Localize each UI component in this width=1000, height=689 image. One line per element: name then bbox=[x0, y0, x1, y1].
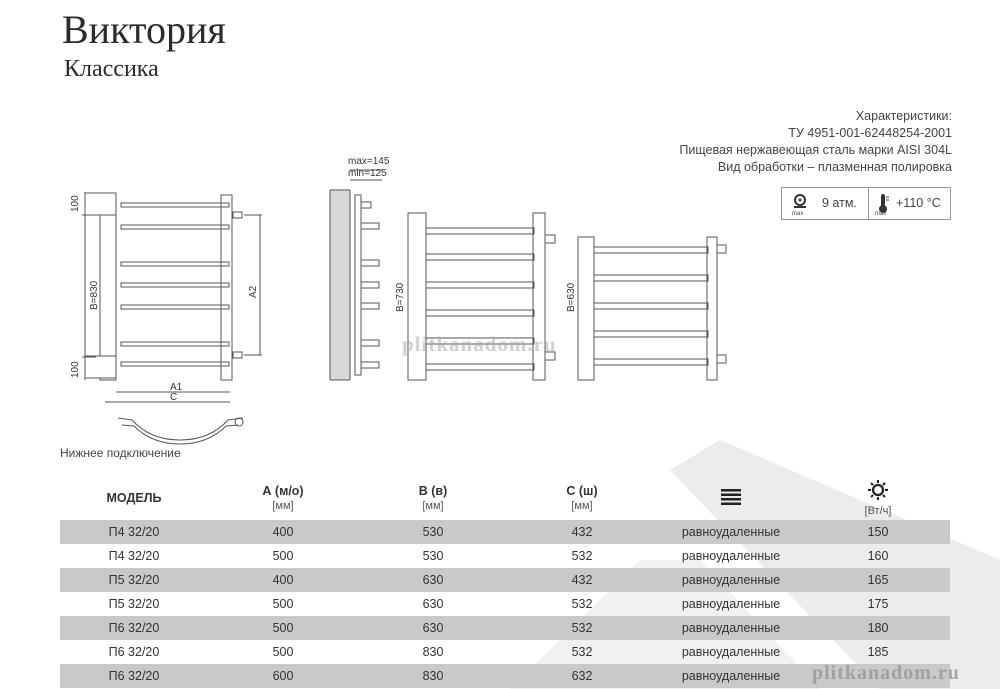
temperature-value: +110 °C bbox=[896, 196, 941, 210]
rungs-icon bbox=[720, 495, 742, 509]
cell-b: 630 bbox=[358, 616, 508, 640]
cell-model: П5 32/20 bbox=[108, 597, 160, 611]
header-type bbox=[656, 476, 806, 520]
cell-type: равноудаленные bbox=[656, 664, 806, 688]
table-row bbox=[60, 616, 950, 640]
page-title: Виктория bbox=[62, 7, 226, 52]
dim-a1-label: A1 bbox=[170, 382, 183, 393]
header-a bbox=[208, 476, 358, 520]
dim-c-label: C bbox=[170, 392, 178, 403]
table-row bbox=[60, 520, 950, 544]
temperature-max-label: max bbox=[875, 211, 887, 217]
dim-b630-label: B=630 bbox=[566, 282, 577, 312]
header-c-unit: [мм] bbox=[571, 500, 593, 512]
dim-bottom-label: 100 bbox=[70, 361, 81, 378]
cell-model: П6 32/20 bbox=[108, 645, 160, 659]
cell-a: 500 bbox=[272, 597, 294, 611]
header-b-label: В (в) bbox=[418, 484, 448, 498]
cell-power: 185 bbox=[867, 645, 889, 659]
dim-top-label: 100 bbox=[70, 195, 81, 212]
connection-note: Нижнее подключение bbox=[60, 446, 181, 460]
cell-type: равноудаленные bbox=[681, 597, 781, 611]
table-header-row bbox=[60, 476, 950, 520]
page-subtitle: Классика bbox=[64, 56, 159, 82]
cell-b: 830 bbox=[358, 664, 508, 688]
header-a-unit: [мм] bbox=[272, 500, 294, 512]
cell-model: П6 32/20 bbox=[60, 664, 208, 688]
header-model: МОДЕЛЬ bbox=[106, 491, 162, 505]
cell-b: 530 bbox=[358, 520, 508, 544]
side-view-drawing bbox=[330, 170, 382, 380]
cell-type: равноудаленные bbox=[656, 520, 806, 544]
cell-b: 830 bbox=[422, 645, 444, 659]
models-table bbox=[60, 476, 950, 688]
cell-a: 500 bbox=[272, 645, 294, 659]
table-row bbox=[60, 544, 950, 568]
cell-model: П4 32/20 bbox=[108, 549, 160, 563]
cell-c: 432 bbox=[508, 568, 656, 592]
cell-b: 630 bbox=[422, 597, 444, 611]
cell-power: 175 bbox=[867, 597, 889, 611]
cell-type: равноудаленные bbox=[681, 549, 781, 563]
cell-type: равноудаленные bbox=[656, 616, 806, 640]
cell-c: 432 bbox=[508, 520, 656, 544]
cell-model: П5 32/20 bbox=[60, 568, 208, 592]
cell-power: 180 bbox=[806, 616, 950, 640]
dim-b730-label: B=730 bbox=[395, 282, 406, 312]
cell-c: 532 bbox=[571, 645, 593, 659]
cell-type: равноудаленные bbox=[656, 568, 806, 592]
dim-a2-label: A2 bbox=[248, 285, 259, 298]
sun-icon bbox=[868, 489, 888, 503]
specs-finish: Вид обработки – плазменная полировка bbox=[717, 160, 952, 174]
pressure-max-label: max bbox=[792, 211, 804, 217]
cell-power: 150 bbox=[806, 520, 950, 544]
cell-a: 500 bbox=[208, 616, 358, 640]
pressure-value: 9 атм. bbox=[822, 196, 857, 210]
cell-a: 400 bbox=[208, 568, 358, 592]
front-view-630-drawing bbox=[578, 237, 726, 380]
header-a-label: А (м/о) bbox=[262, 484, 304, 498]
dim-min-label: min=125 bbox=[348, 168, 387, 179]
cell-b: 630 bbox=[358, 568, 508, 592]
cell-type: равноудаленные bbox=[681, 645, 781, 659]
cell-a: 400 bbox=[208, 520, 358, 544]
dim-max-label: max=145 bbox=[348, 156, 390, 167]
header-power bbox=[806, 476, 950, 520]
cell-b: 530 bbox=[422, 549, 444, 563]
cell-c: 532 bbox=[508, 616, 656, 640]
watermark-corner: plitkanadom.ru bbox=[812, 662, 960, 684]
specs-standard: ТУ 4951-001-62448254-2001 bbox=[788, 126, 952, 140]
cell-power: 160 bbox=[867, 549, 889, 563]
specs-material: Пищевая нержавеющая сталь марки AISI 304L bbox=[679, 143, 952, 157]
front-view-drawing bbox=[82, 192, 262, 444]
header-c-label: С (ш) bbox=[566, 484, 598, 498]
header-b bbox=[358, 476, 508, 520]
cell-model: П6 32/20 bbox=[60, 616, 208, 640]
cell-c: 532 bbox=[571, 597, 593, 611]
watermark-center: plitkanadom.ru bbox=[402, 332, 557, 356]
header-b-unit: [мм] bbox=[422, 500, 444, 512]
cell-power: 165 bbox=[806, 568, 950, 592]
header-power-unit: [Вт/ч] bbox=[864, 504, 892, 517]
table-row bbox=[60, 592, 950, 616]
cell-c: 532 bbox=[571, 549, 593, 563]
dim-b830-label: B=830 bbox=[89, 280, 100, 310]
cell-a: 600 bbox=[208, 664, 358, 688]
cell-c: 632 bbox=[508, 664, 656, 688]
cell-model: П4 32/20 bbox=[60, 520, 208, 544]
specs-heading: Характеристики: bbox=[855, 109, 952, 123]
table-row bbox=[60, 640, 950, 664]
cell-a: 500 bbox=[272, 549, 294, 563]
header-c bbox=[508, 476, 656, 520]
table-row bbox=[60, 568, 950, 592]
